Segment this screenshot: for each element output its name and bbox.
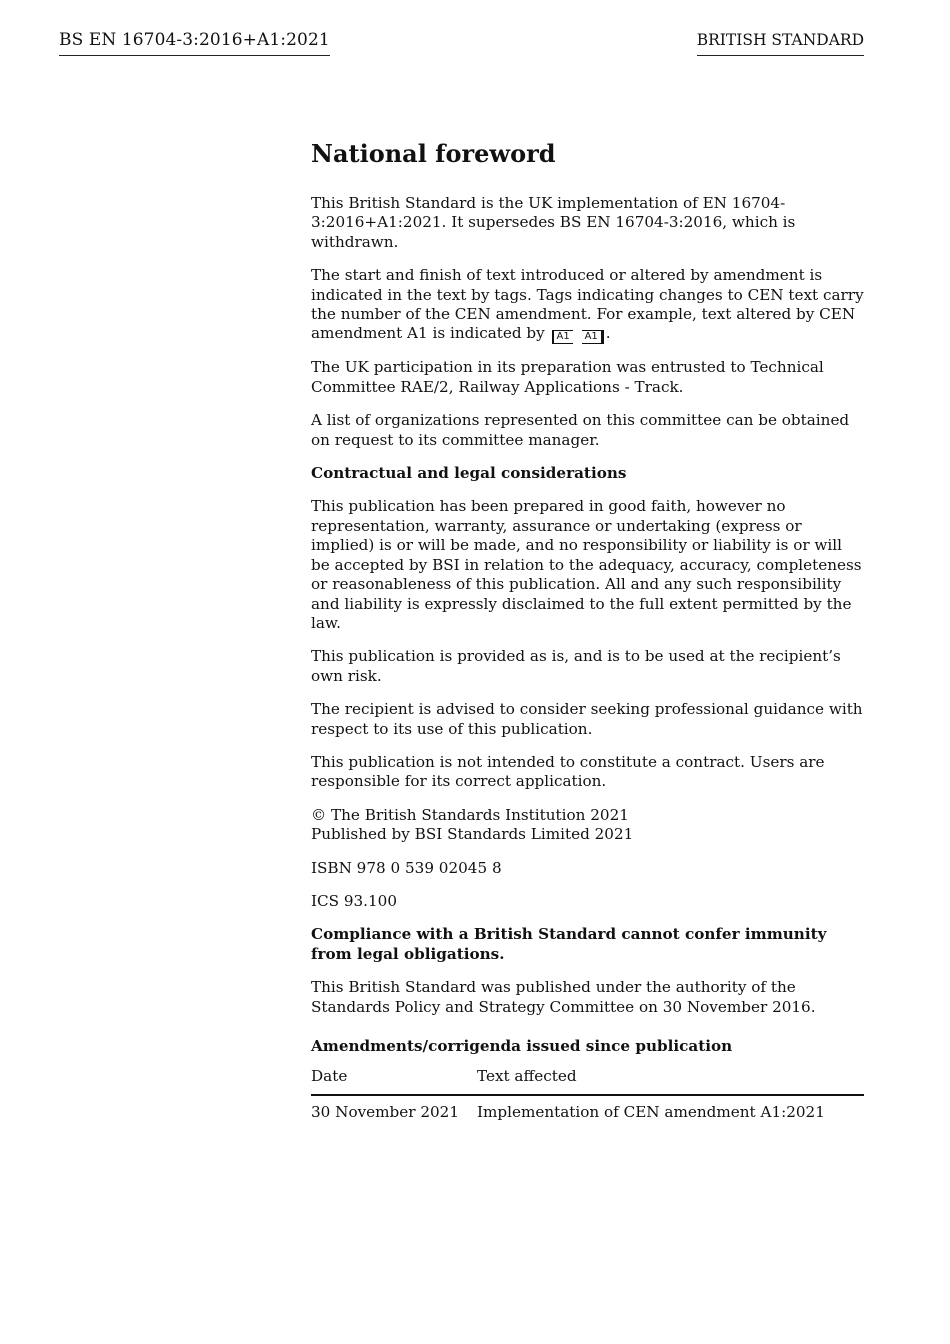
amendment-close-tag-icon: A1 <box>582 330 604 344</box>
table-header-row <box>311 1066 864 1095</box>
column-header-date: Date <box>311 1066 477 1095</box>
main-content <box>311 138 864 1122</box>
document-id: BS EN 16704-3:2016+A1:2021 <box>59 30 330 56</box>
copyright-block <box>311 806 864 845</box>
authority-paragraph: This British Standard was published under the authority of the Standards Policy and Strategy Committee on 30 November 2016. <box>311 978 816 1016</box>
implementation-paragraph: This British Standard is the UK implementation of EN 16704-3:2016+A1:2021. It supersedes BS EN 16704-3:2016, which is withdrawn. <box>311 194 796 251</box>
amendment-date: 30 November 2021 <box>311 1103 460 1122</box>
table-row <box>311 1095 864 1122</box>
good-faith-paragraph: This publication has been prepared in good faith, however no representation, warranty, assurance or undertaking (express or implied) is or will be made, and no responsibility or liability is or will be accepted by BSI in relation to the adequacy, accuracy, completeness or reasonableness of this publication. All and any such responsibility and liability is expressly disclaimed to the full extent permitted by the law. <box>311 497 862 632</box>
amendment-open-tag-icon: A1 <box>552 330 573 344</box>
amendment-tags-paragraph <box>311 266 864 344</box>
own-risk-paragraph: This publication is provided as is, and is to be used at the recipient’s own risk. <box>311 647 841 685</box>
ics-code: ICS 93.100 <box>311 891 397 910</box>
compliance-notice: Compliance with a British Standard cannot confer immunity from legal obligations. <box>311 925 827 963</box>
document-category: BRITISH STANDARD <box>697 31 864 56</box>
organizations-paragraph: A list of organizations represented on this committee can be obtained on request to its committee manager. <box>311 411 850 449</box>
page-title: National foreword <box>311 139 556 168</box>
amendments-heading: Amendments/corrigenda issued since publication <box>311 1037 733 1055</box>
legal-heading: Contractual and legal considerations <box>311 464 627 483</box>
committee-paragraph: The UK participation in its preparation was entrusted to Technical Committee RAE/2, Railway Applications - Track. <box>311 358 824 396</box>
copyright-line: © The British Standards Institution 2021 <box>311 805 629 824</box>
amendment-tags-text: The start and finish of text introduced or altered by amendment is indicated in the text by tags. Tags indicating changes to CEN text carry the number of the CEN amendment. For example, text altered by CEN amendment A1 is indicated by <box>311 266 864 343</box>
isbn: ISBN 978 0 539 02045 8 <box>311 858 502 877</box>
amendment-text-affected: Implementation of CEN amendment A1:2021 <box>477 1103 825 1122</box>
amendments-table <box>311 1066 864 1122</box>
amendment-tags-end: . <box>605 324 611 343</box>
published-line: Published by BSI Standards Limited 2021 <box>311 825 634 844</box>
contract-paragraph: This publication is not intended to constitute a contract. Users are responsible for its correct application. <box>311 752 825 791</box>
guidance-paragraph: The recipient is advised to consider seeking professional guidance with respect to its use of this publication. <box>311 700 863 738</box>
column-header-text-affected: Text affected <box>477 1066 864 1095</box>
